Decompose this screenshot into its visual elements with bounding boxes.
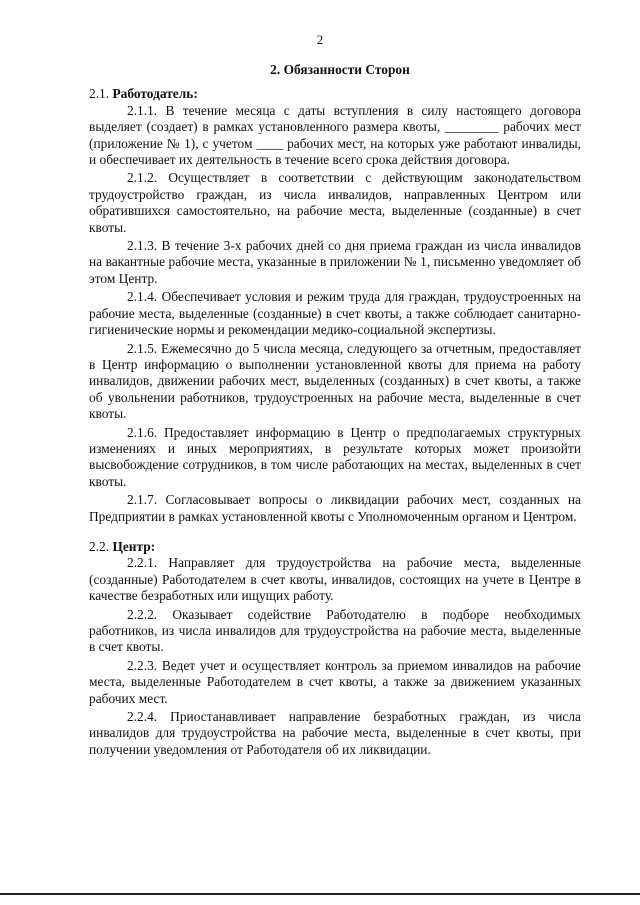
employer-heading-number: 2.1. [89, 86, 110, 102]
document-body [89, 62, 581, 760]
section-title: 2. Обязанности Сторон [270, 62, 410, 77]
clause-2-1-5: 2.1.5. Ежемесячно до 5 числа месяца, следующего за отчетным, предоставляет в Центр информацию о выполнении установленной квоты для приема на работу инвалидов, движении рабочих мест, выделенных (созданных) в счет квоты, а также об увольнении работников, трудоустроенных на рабочие места, выделенные в счет квоты. [89, 340, 581, 422]
clause-2-1-6: 2.1.6. Предоставляет информацию в Центр о предполагаемых структурных изменениях и иных мероприятиях, в результате которых может произойти высвобождение сотрудников, в том числе работающих на местах, выделенных в счет квоты. [89, 424, 581, 489]
clause-2-1-7: 2.1.7. Согласовывает вопросы о ликвидации рабочих мест, созданных на Предприятии в рамках установленной квоты с Уполномоченным органом и Центром. [89, 492, 581, 524]
clause-2-2-2: 2.2.2. Оказывает содействие Работодателю в подборе необходимых работников, из числа инвалидов для трудоустройства на рабочие места, выделенные в счет квоты. [89, 606, 581, 655]
employer-heading-title: Работодатель: [112, 86, 198, 102]
employer-heading [89, 86, 581, 102]
bottom-scan-edge [0, 893, 640, 895]
center-heading-number: 2.2. [89, 538, 110, 554]
page-number: 2 [316, 32, 324, 47]
clause-2-1-1: 2.1.1. В течение месяца с даты вступления в силу настоящего договора выделяет (создает) в рамках установленного размера квоты, ________ рабочих мест (приложение № 1), с учетом ____ рабочих мест, на которых уже работают инвалиды, и обеспечивает их деятельность в течение всего срока действия договора. [89, 102, 581, 168]
clause-2-1-3: 2.1.3. В течение 3-х рабочих дней со дня приема граждан из числа инвалидов на вакантные рабочие места, указанные в приложении № 1, письменно уведомляет об этом Центр. [89, 238, 581, 286]
center-heading-title: Центр: [112, 538, 156, 554]
clause-2-1-4: 2.1.4. Обеспечивает условия и режим труда для граждан, трудоустроенных на рабочие места, выделенные (созданные) в счет квоты, а также соблюдает санитарно-гигиенические нормы и рекомендации медико-социальной экспертизы. [89, 289, 581, 338]
clause-2-2-4: 2.2.4. Приостанавливает направление безработных граждан, из числа инвалидов для трудоустройства на рабочие места, выделенные в счет квоты, при получении уведомления от Работодателя об их ликвидации. [89, 709, 581, 757]
center-heading [89, 539, 581, 555]
clause-2-1-2: 2.1.2. Осуществляет в соответствии с действующим законодательством трудоустройство граждан, из числа инвалидов, направленных Центром или обратившихся самостоятельно, на рабочие места, выделенные (созданные) в счет квоты. [89, 170, 581, 235]
clause-2-2-3: 2.2.3. Ведет учет и осуществляет контроль за приемом инвалидов на рабочие места, выделенные Работодателем в счет квоты, а также за движением указанных рабочих мест. [89, 657, 581, 706]
clause-2-2-1: 2.2.1. Направляет для трудоустройства на рабочие места, выделенные (созданные) Работодателем в счет квоты, инвалидов, состоящих на учете в Центре в качестве безработных или ищущих работу. [89, 555, 581, 604]
